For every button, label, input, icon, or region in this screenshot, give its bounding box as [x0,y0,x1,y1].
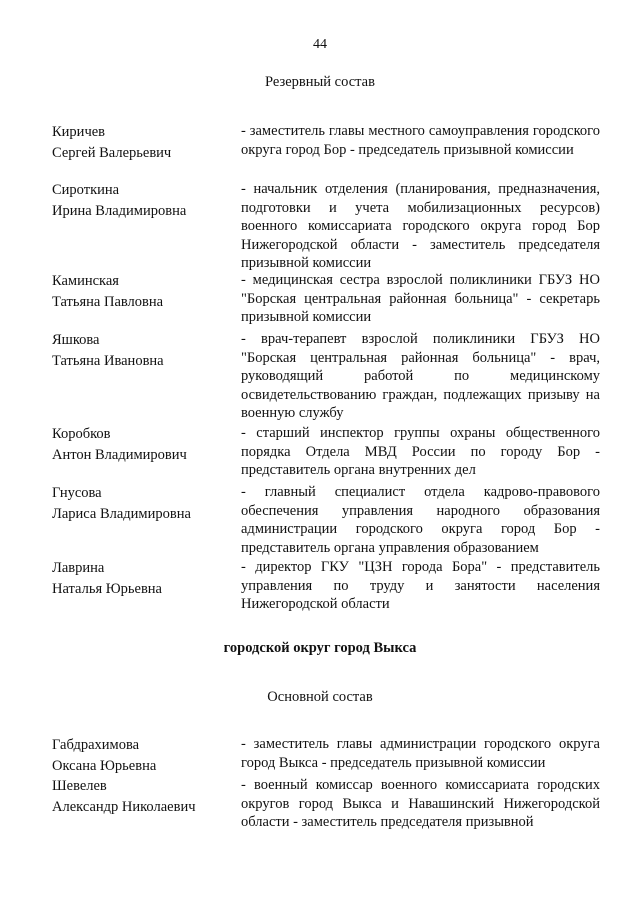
member-role: - начальник отделения (планирования, предназначения, подготовки и учета мобилизационных ресурсов) военного комиссариата городского округа город Бор Нижегородской области - заместитель председателя призывной комиссии [241,181,600,271]
member-given-name: Оксана Юрьевна [52,757,157,774]
member-surname: Шевелев [52,778,107,794]
member-surname: Гнусова [52,485,102,501]
member-name [52,483,232,524]
member-name [52,424,232,465]
member-role: - старший инспектор группы охраны общественного порядка Отдела МВД России по городу Бор - представитель органа внутренних дел [241,425,600,478]
member-given-name: Татьяна Павловна [52,293,164,310]
member-given-name: Татьяна Ивановна [52,352,164,369]
member-role: - заместитель главы администрации городского округа город Выкса - председатель призывной комиссии [241,736,600,771]
member-surname: Каминская [52,273,119,289]
member-role: - врач-терапевт взрослой поликлиники ГБУЗ НО "Борская центральная районная больница" - врач, руководящий работой по медицинскому освидетельствованию граждан, подлежащих призыву на военную службу [241,331,600,421]
member-surname: Киричев [52,124,106,140]
member-role: - военный комиссар военного комиссариата городских округов город Выкса и Навашинский Нижегородской области - заместитель председателя призывной [241,777,600,830]
member-name [52,271,232,312]
member-role: - директор ГКУ "ЦЗН города Бора" - представитель управления по труду и занятости населения Нижегородской области [241,559,600,612]
member-given-name: Лариса Владимировна [52,505,191,522]
page-number: 44 [313,37,327,52]
member-role: - главный специалист отдела кадрово-правового обеспечения управления народного образования администрации городского округа город Бор - представитель органа управления образованием [241,484,600,556]
member-name [52,735,232,776]
member-surname: Сироткина [52,182,120,198]
member-role: - медицинская сестра взрослой поликлиники ГБУЗ НО "Борская центральная районная больница" - секретарь призывной комиссии [241,272,600,325]
member-name [52,122,232,163]
section-title-reserve: Резервный состав [265,74,375,90]
member-given-name: Наталья Юрьевна [52,580,162,597]
member-given-name: Сергей Валерьевич [52,144,172,161]
section-title-main: Основной состав [267,689,373,705]
member-name [52,776,232,817]
district-heading: городской округ город Выкса [223,640,417,656]
member-given-name: Антон Владимирович [52,446,187,463]
member-name [52,180,232,221]
member-role: - заместитель главы местного самоуправления городского округа город Бор - председатель призывной комиссии [241,123,600,158]
member-surname: Коробков [52,426,111,442]
member-surname: Яшкова [52,332,100,348]
member-name [52,330,232,371]
member-name [52,558,232,599]
member-given-name: Ирина Владимировна [52,202,187,219]
member-given-name: Александр Николаевич [52,798,196,815]
member-surname: Габдрахимова [52,737,140,753]
member-surname: Лаврина [52,560,105,576]
